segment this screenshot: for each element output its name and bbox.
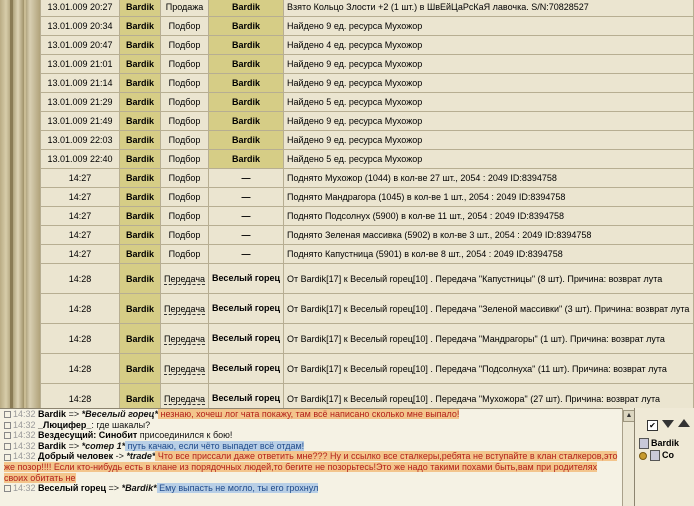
user-icon: [650, 450, 660, 461]
chat-arrow: ->: [113, 451, 127, 462]
log-description: Поднято Мандрагора (1045) в кол-ве 1 шт., 2054 : 2049 ID:8394758: [284, 188, 693, 206]
log-date: 14:28: [41, 354, 119, 383]
log-description: От Bardik[17] к Веселый горец[10] . Передача "Зеленой массивки" (3 шт). Причина: возврат лута: [284, 294, 693, 323]
filter-checkbox[interactable]: ✔: [647, 420, 658, 431]
chat-message: [4, 430, 622, 441]
message-icon[interactable]: [4, 432, 11, 439]
log-panel[interactable]: [40, 0, 694, 408]
log-player: Bardik: [120, 17, 160, 35]
chat-sender[interactable]: Вездесущий: Синобит: [38, 430, 138, 441]
chat-sender[interactable]: _Люцифер_: [38, 419, 92, 430]
log-date: 14:28: [41, 384, 119, 408]
left-frame-decoration: [0, 0, 40, 408]
log-date: 13.01.009 21:14: [41, 74, 119, 92]
log-description: Найдено 9 ед. ресурса Мухожор: [284, 55, 693, 73]
chat-panel[interactable]: [0, 408, 622, 506]
log-player: Bardik: [120, 93, 160, 111]
log-row: [41, 112, 693, 130]
log-target: Веселый горец: [209, 264, 283, 293]
log-player: Bardik: [120, 36, 160, 54]
log-target: Bardik: [209, 0, 283, 16]
log-date: 14:27: [41, 169, 119, 187]
log-description: Взято Кольцо Злости +2 (1 шт.) в ШвЕйЦаРсКаЯ лавочка. S/N:70828527: [284, 0, 693, 16]
chat-time: 14:32: [13, 483, 36, 494]
log-target: Веселый горец: [209, 354, 283, 383]
log-action: Подбор: [161, 55, 208, 73]
chat-text: незнаю, хочеш лог чата покажу, там всё написано сколько мне выпало!: [158, 409, 460, 419]
log-description: Поднято Подсолнух (5900) в кол-ве 11 шт., 2054 : 2049 ID:8394758: [284, 207, 693, 225]
log-target: Веселый горец: [209, 324, 283, 353]
log-description: От Bardik[17] к Веселый горец[10] . Передача "Мухожора" (27 шт). Причина: возврат лута: [284, 384, 693, 408]
log-row: [41, 17, 693, 35]
chat-sender[interactable]: Веселый горец: [38, 483, 107, 494]
log-action: Подбор: [161, 131, 208, 149]
transfer-link[interactable]: Передача: [164, 303, 206, 314]
log-row: [41, 226, 693, 244]
message-icon[interactable]: [4, 454, 11, 461]
chat-sender[interactable]: Bardik: [38, 409, 67, 419]
log-date: 13.01.009 22:40: [41, 150, 119, 168]
log-row: [41, 294, 693, 323]
log-player: Bardik: [120, 0, 160, 16]
log-action[interactable]: [161, 384, 208, 408]
log-target: Bardik: [209, 112, 283, 130]
log-date: 13.01.009 20:27: [41, 0, 119, 16]
log-date: 14:28: [41, 294, 119, 323]
log-player: Bardik: [120, 150, 160, 168]
log-description: От Bardik[17] к Веселый горец[10] . Передача "Мандрагоры" (1 шт). Причина: возврат лута: [284, 324, 693, 353]
chat-recipient[interactable]: *Bardik*: [121, 483, 157, 494]
log-date: 13.01.009 21:01: [41, 55, 119, 73]
log-target: —: [209, 188, 283, 206]
chat-message: [4, 451, 622, 483]
chat-text: где шакалы?: [96, 419, 151, 430]
chat-time: 14:32: [13, 430, 36, 441]
expand-down-icon[interactable]: [662, 420, 674, 428]
log-date: 13.01.009 21:29: [41, 93, 119, 111]
log-date: 13.01.009 20:47: [41, 36, 119, 54]
log-row: [41, 207, 693, 225]
status-icon: [639, 452, 647, 460]
log-action: Подбор: [161, 36, 208, 54]
log-target: —: [209, 245, 283, 263]
log-action: Подбор: [161, 112, 208, 130]
log-action[interactable]: [161, 294, 208, 323]
chat-message: [4, 483, 622, 494]
chat-text: Что все приссали даже ответить мне??? Ну и ссылко все сталкеры,ребята не вступайте в клан сталкеров,это же позор!!!! Если кто-нибудь есть в клане из порядочных людей,то бегите не позорьтесь!Это же надо такими похами быть,вам при родителях своих обитать не: [4, 451, 618, 483]
transfer-link[interactable]: Передача: [164, 333, 206, 344]
log-action: Продажа: [161, 0, 208, 16]
log-description: Найдено 9 ед. ресурса Мухожор: [284, 17, 693, 35]
log-player: Bardik: [120, 74, 160, 92]
log-action: Подбор: [161, 93, 208, 111]
log-row: [41, 93, 693, 111]
log-date: 14:28: [41, 324, 119, 353]
online-user[interactable]: Bardik: [639, 438, 679, 449]
chat-text: Ему выпасть не могло, ты его грохнул: [156, 483, 319, 494]
chat-recipient[interactable]: *Веселый горец*: [81, 409, 158, 419]
transfer-link[interactable]: Передача: [164, 393, 206, 404]
log-date: 13.01.009 22:03: [41, 131, 119, 149]
log-row: [41, 354, 693, 383]
message-icon[interactable]: [4, 443, 11, 450]
chat-arrow: =>: [66, 440, 82, 451]
log-row: [41, 384, 693, 408]
frame-stripe: [10, 0, 13, 408]
log-target: Bardik: [209, 17, 283, 35]
chat-sender[interactable]: Добрый человек: [38, 451, 114, 462]
log-player: Bardik: [120, 112, 160, 130]
log-action: Подбор: [161, 17, 208, 35]
collapse-up-icon[interactable]: [678, 419, 690, 427]
online-sidebar: [634, 408, 694, 506]
log-target: —: [209, 207, 283, 225]
chat-message: [4, 441, 622, 452]
log-description: Поднято Капустница (5901) в кол-ве 8 шт., 2054 : 2049 ID:8394758: [284, 245, 693, 263]
log-description: Найдено 9 ед. ресурса Мухожор: [284, 112, 693, 130]
online-user[interactable]: Co: [639, 450, 674, 461]
log-target: Веселый горец: [209, 294, 283, 323]
log-description: Найдено 4 ед. ресурса Мухожор: [284, 36, 693, 54]
log-player: Bardik: [120, 188, 160, 206]
log-player: Bardik: [120, 264, 160, 293]
log-row: [41, 245, 693, 263]
log-target: —: [209, 226, 283, 244]
log-date: 14:27: [41, 207, 119, 225]
log-player: Bardik: [120, 131, 160, 149]
log-target: Bardik: [209, 131, 283, 149]
scroll-up-icon[interactable]: ▲: [623, 410, 635, 422]
log-description: Найдено 9 ед. ресурса Мухожор: [284, 131, 693, 149]
chat-arrow: :: [91, 419, 97, 430]
chat-message: [4, 409, 622, 420]
log-target: Bardik: [209, 150, 283, 168]
log-target: Веселый горец: [209, 384, 283, 408]
log-row: [41, 74, 693, 92]
user-icon: [639, 438, 649, 449]
log-target: Bardik: [209, 74, 283, 92]
log-description: От Bardik[17] к Веселый горец[10] . Передача "Подсолнуха" (11 шт). Причина: возврат лута: [284, 354, 693, 383]
log-action: Подбор: [161, 188, 208, 206]
log-player: Bardik: [120, 207, 160, 225]
log-action[interactable]: [161, 264, 208, 293]
chat-time: 14:32: [13, 419, 36, 430]
log-row: [41, 0, 693, 16]
log-description: Найдено 5 ед. ресурса Мухожор: [284, 150, 693, 168]
log-action: Подбор: [161, 245, 208, 263]
log-action: Подбор: [161, 226, 208, 244]
log-player: Bardik: [120, 169, 160, 187]
log-player: Bardik: [120, 324, 160, 353]
frame-stripe: [24, 0, 26, 408]
log-row: [41, 264, 693, 293]
log-player: Bardik: [120, 294, 160, 323]
log-row: [41, 188, 693, 206]
log-target: Bardik: [209, 93, 283, 111]
log-player: Bardik: [120, 384, 160, 408]
log-date: 13.01.009 21:49: [41, 112, 119, 130]
chat-recipient[interactable]: *trade*: [126, 451, 156, 462]
log-description: Поднято Мухожор (1044) в кол-ве 27 шт., 2054 : 2049 ID:8394758: [284, 169, 693, 187]
log-target: —: [209, 169, 283, 187]
log-row: [41, 55, 693, 73]
message-icon[interactable]: [4, 422, 11, 429]
chat-time: 14:32: [13, 451, 36, 462]
transfer-link[interactable]: Передача: [164, 273, 206, 284]
log-action: Подбор: [161, 74, 208, 92]
log-table: [40, 0, 694, 408]
log-date: 14:28: [41, 264, 119, 293]
transfer-link[interactable]: Передача: [164, 363, 206, 374]
log-player: Bardik: [120, 226, 160, 244]
log-action: Подбор: [161, 150, 208, 168]
log-row: [41, 324, 693, 353]
log-description: Найдено 5 ед. ресурса Мухожор: [284, 93, 693, 111]
log-player: Bardik: [120, 245, 160, 263]
chat-message: [4, 420, 622, 431]
chat-time: 14:32: [13, 440, 36, 451]
log-player: Bardik: [120, 55, 160, 73]
message-icon[interactable]: [4, 485, 11, 492]
chat-recipient[interactable]: *comep 1*: [81, 440, 126, 451]
log-action[interactable]: [161, 324, 208, 353]
chat-time: 14:32: [13, 409, 36, 419]
log-description: Найдено 9 ед. ресурса Мухожор: [284, 74, 693, 92]
chat-text: путь качаю, если чёто выпадет всё отдам!: [125, 440, 305, 451]
log-action: Подбор: [161, 169, 208, 187]
log-date: 14:27: [41, 226, 119, 244]
log-player: Bardik: [120, 354, 160, 383]
log-row: [41, 150, 693, 168]
log-description: От Bardik[17] к Веселый горец[10] . Передача "Капустницы" (8 шт). Причина: возврат лута: [284, 264, 693, 293]
log-row: [41, 36, 693, 54]
log-target: Bardik: [209, 55, 283, 73]
chat-text: присоединился к бою!: [139, 430, 233, 441]
chat-sender[interactable]: Bardik: [38, 440, 67, 451]
log-description: Поднято Зеленая массивка (5902) в кол-ве 3 шт., 2054 : 2049 ID:8394758: [284, 226, 693, 244]
message-icon[interactable]: [4, 411, 11, 418]
chat-arrow: =>: [66, 409, 82, 419]
log-action: Подбор: [161, 207, 208, 225]
log-target: Bardik: [209, 36, 283, 54]
log-action[interactable]: [161, 354, 208, 383]
log-date: 14:27: [41, 188, 119, 206]
log-row: [41, 169, 693, 187]
chat-arrow: =>: [106, 483, 122, 494]
log-row: [41, 131, 693, 149]
log-date: 14:27: [41, 245, 119, 263]
log-date: 13.01.009 20:34: [41, 17, 119, 35]
